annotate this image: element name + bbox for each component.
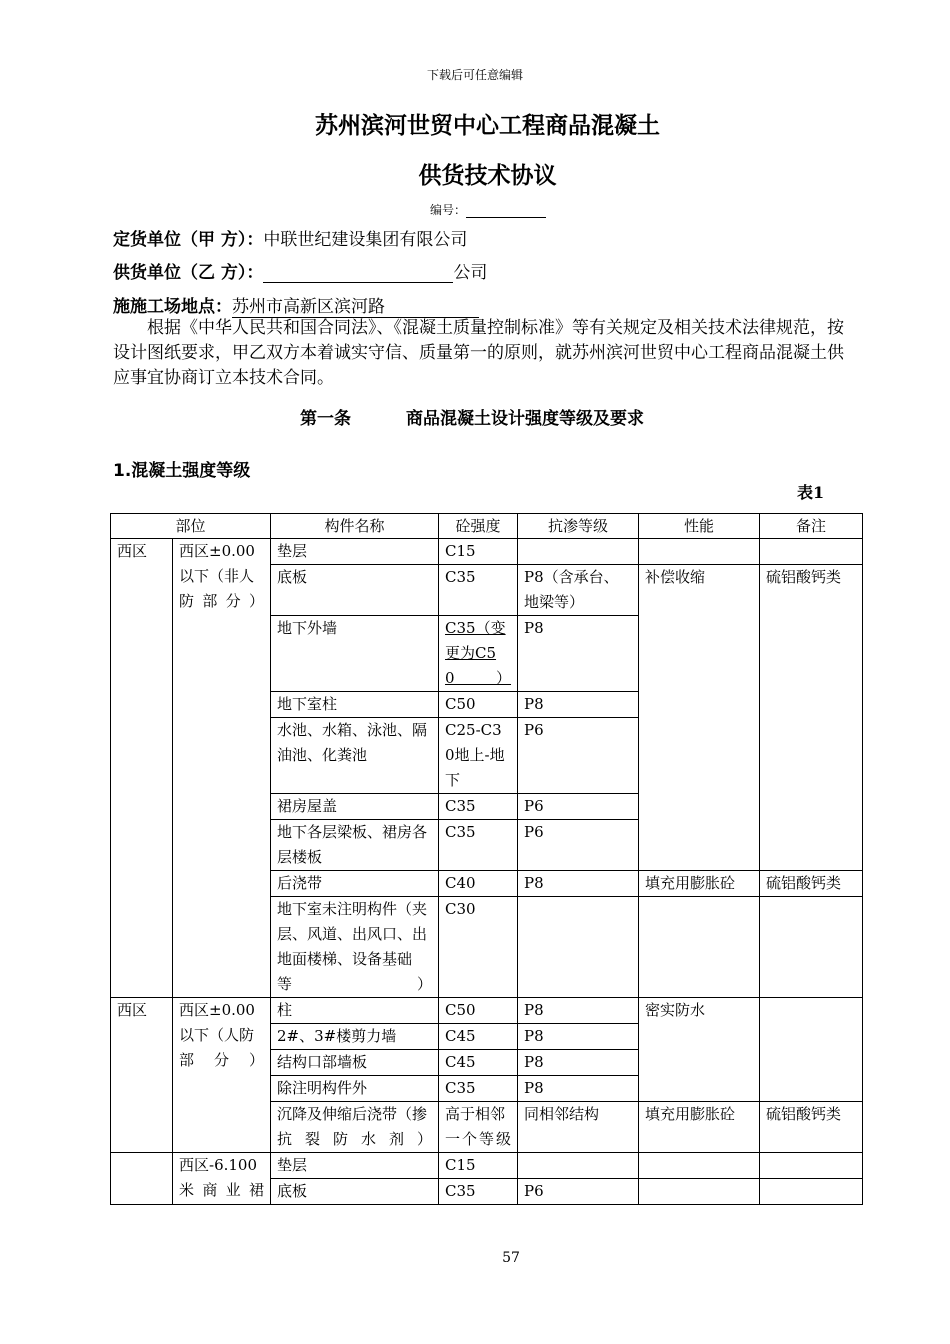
section-title: 1.混凝土强度等级 xyxy=(113,461,251,481)
impermeability-cell xyxy=(518,539,639,565)
strength-cell: C35 xyxy=(439,1179,518,1205)
performance-cell: 补偿收缩 xyxy=(639,565,760,871)
area-cell: 西区±0.00以下（人防部分） xyxy=(173,998,271,1153)
component-cell: 结构口部墙板 xyxy=(271,1050,439,1076)
strength-cell: C35 xyxy=(439,820,518,871)
header-component: 构件名称 xyxy=(271,514,439,539)
strength-cell: 高于相邻一个等级 xyxy=(439,1102,518,1153)
article-title: 商品混凝土设计强度等级及要求 xyxy=(406,409,644,429)
component-cell: 底板 xyxy=(271,1179,439,1205)
remarks-cell xyxy=(760,1179,863,1205)
strength-cell: C30 xyxy=(439,897,518,998)
impermeability-cell: P8 xyxy=(518,998,639,1024)
table-header-row xyxy=(111,514,863,539)
impermeability-cell: P8 xyxy=(518,1024,639,1050)
party-a-value: 中联世纪建设集团有限公司 xyxy=(263,230,468,250)
component-cell: 裙房屋盖 xyxy=(271,794,439,820)
strength-cell: C25-C30地上-地下 xyxy=(439,718,518,794)
impermeability-cell: P8 xyxy=(518,1076,639,1102)
strength-cell: C15 xyxy=(439,1153,518,1179)
impermeability-cell: P8 xyxy=(518,692,639,718)
intro-paragraph: 根据《中华人民共和国合同法》、《混凝土质量控制标准》等有关规定及相关技术法律规范，按设计图纸要求，甲乙双方本着诚实守信、质量第一的原则，就苏州滨河世贸中心工程商品混凝土供应事宜协商订立本技术合同。 xyxy=(113,318,844,388)
impermeability-cell xyxy=(518,897,639,998)
strength-cell: C35 xyxy=(439,565,518,616)
impermeability-cell: P8 xyxy=(518,616,639,692)
impermeability-cell xyxy=(518,1153,639,1179)
performance-cell xyxy=(639,1153,760,1179)
serial-label: 编号： xyxy=(430,203,467,217)
strength-cell: C35 xyxy=(439,794,518,820)
site-label: 施施工场地点： xyxy=(113,297,232,317)
component-cell: 地下室柱 xyxy=(271,692,439,718)
impermeability-cell: P8 xyxy=(518,1050,639,1076)
remarks-cell xyxy=(760,897,863,998)
remarks-cell: 硫铝酸钙类 xyxy=(760,1102,863,1153)
strength-cell: C50 xyxy=(439,998,518,1024)
component-cell: 柱 xyxy=(271,998,439,1024)
component-cell: 地下外墙 xyxy=(271,616,439,692)
document-subtitle: 供货技术协议 xyxy=(418,163,557,189)
header-performance: 性能 xyxy=(639,514,760,539)
serial-number-field xyxy=(430,201,546,218)
article-number: 第一条 xyxy=(300,409,351,429)
party-b-label: 供货单位（乙 方）： xyxy=(113,263,264,283)
component-cell: 水池、水箱、泳池、隔油池、化粪池 xyxy=(271,718,439,794)
party-a xyxy=(113,225,467,250)
zone-cell xyxy=(111,1153,173,1205)
component-cell: 垫层 xyxy=(271,1153,439,1179)
strength-cell: C35 xyxy=(439,1076,518,1102)
area-cell-text: 西区-6.100米商业裙 xyxy=(179,1156,265,1198)
header-location: 部位 xyxy=(111,514,271,539)
area-cell xyxy=(173,1153,271,1205)
impermeability-cell: P8（含承台、地梁等） xyxy=(518,565,639,616)
performance-cell xyxy=(639,539,760,565)
table-row xyxy=(111,998,863,1024)
impermeability-cell: P6 xyxy=(518,718,639,794)
component-cell: 后浇带 xyxy=(271,871,439,897)
strength-cell: C45 xyxy=(439,1024,518,1050)
impermeability-cell: P6 xyxy=(518,820,639,871)
party-a-label: 定货单位（甲 方）： xyxy=(113,230,264,250)
component-cell: 地下各层梁板、裙房各层楼板 xyxy=(271,820,439,871)
performance-cell xyxy=(639,1179,760,1205)
site-location xyxy=(113,292,479,318)
performance-cell: 填充用膨胀砼 xyxy=(639,871,760,897)
area-cell: 西区±0.00以下（非人防部分） xyxy=(173,539,271,998)
component-cell: 2#、3#楼剪力墙 xyxy=(271,1024,439,1050)
table-label: 表1 xyxy=(797,483,825,502)
party-b-suffix: 公司 xyxy=(453,263,488,283)
header-note: 下载后可任意编辑 xyxy=(426,68,523,82)
header-strength: 砼强度 xyxy=(439,514,518,539)
serial-blank xyxy=(466,205,546,218)
remarks-cell xyxy=(760,539,863,565)
strength-cell: C45 xyxy=(439,1050,518,1076)
performance-cell: 填充用膨胀砼 xyxy=(639,1102,760,1153)
site-value: 苏州市高新区滨河路 xyxy=(232,292,479,318)
strength-cell: C35（变更为C50） xyxy=(439,616,518,692)
zone-cell: 西区 xyxy=(111,539,173,998)
component-cell: 除注明构件外 xyxy=(271,1076,439,1102)
impermeability-cell: P6 xyxy=(518,1179,639,1205)
table-row xyxy=(111,1153,863,1179)
impermeability-cell: 同相邻结构 xyxy=(518,1102,639,1153)
page-number: 57 xyxy=(502,1250,520,1266)
remarks-cell xyxy=(760,1153,863,1179)
strength-cell: C50 xyxy=(439,692,518,718)
table-row xyxy=(111,539,863,565)
header-impermeability: 抗渗等级 xyxy=(518,514,639,539)
party-b xyxy=(113,258,487,283)
component-cell: 垫层 xyxy=(271,539,439,565)
performance-cell: 密实防水 xyxy=(639,998,760,1102)
component-cell: 底板 xyxy=(271,565,439,616)
remarks-cell xyxy=(760,998,863,1102)
remarks-cell: 硫铝酸钙类 xyxy=(760,565,863,871)
zone-cell: 西区 xyxy=(111,998,173,1153)
impermeability-cell: P6 xyxy=(518,794,639,820)
strength-cell: C40 xyxy=(439,871,518,897)
performance-cell xyxy=(639,897,760,998)
component-cell: 地下室未注明构件（夹层、风道、出风口、出地面楼梯、设备基础等） xyxy=(271,897,439,998)
impermeability-cell: P8 xyxy=(518,871,639,897)
concrete-grade-table xyxy=(110,513,863,1205)
remarks-cell: 硫铝酸钙类 xyxy=(760,871,863,897)
header-remarks: 备注 xyxy=(760,514,863,539)
party-b-blank xyxy=(263,264,453,283)
strength-cell: C15 xyxy=(439,539,518,565)
component-cell: 沉降及伸缩后浇带（掺抗裂防水剂） xyxy=(271,1102,439,1153)
document-title: 苏州滨河世贸中心工程商品混凝土 xyxy=(315,113,660,139)
